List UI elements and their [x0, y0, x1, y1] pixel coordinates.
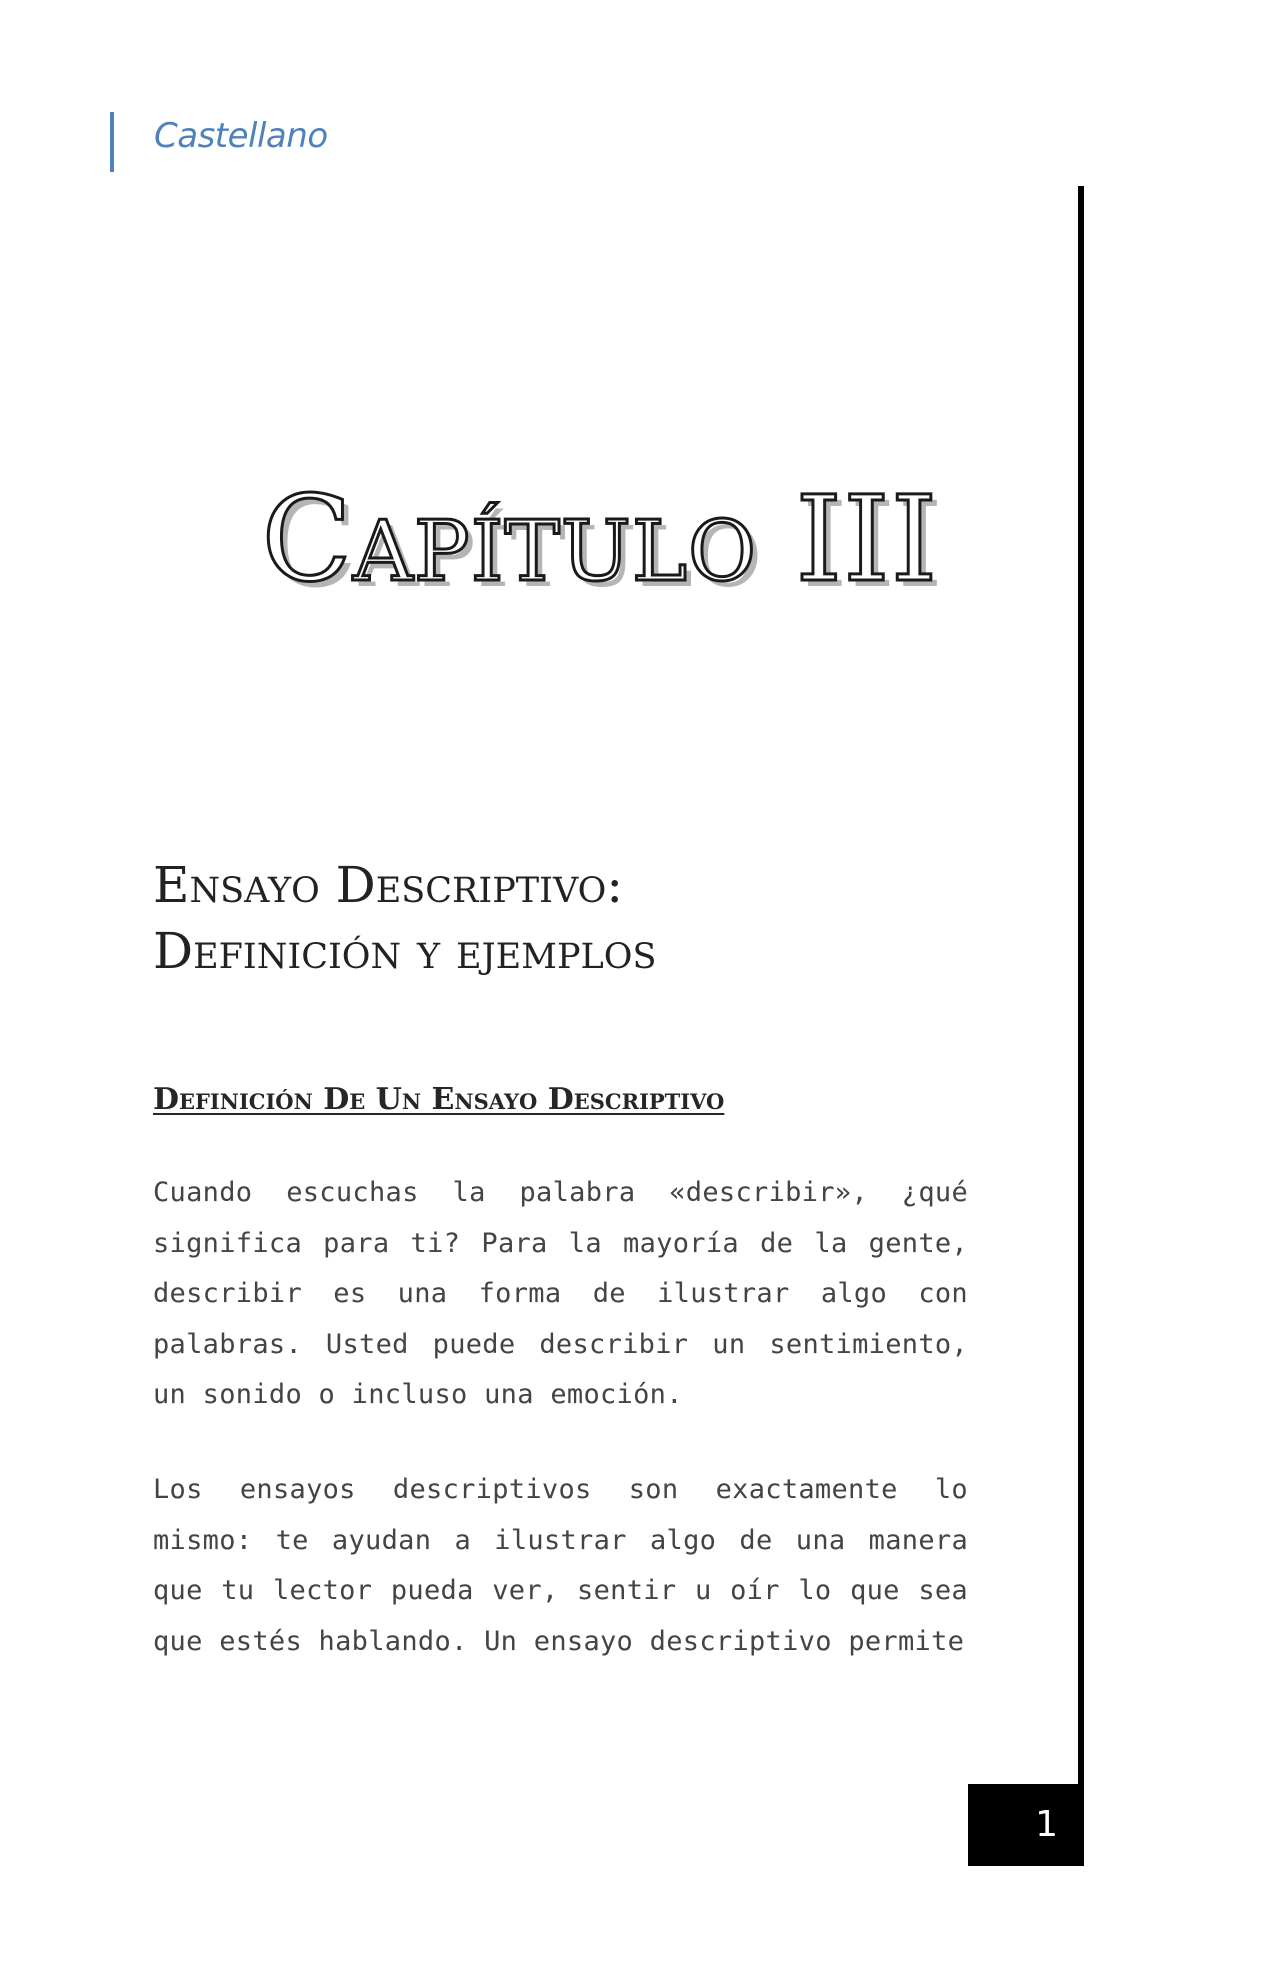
- section-title: [153, 852, 1033, 984]
- subsection-heading: Definición De Un Ensayo Descriptivo: [153, 1082, 725, 1117]
- section-title-line-2: Definición y ejemplos: [153, 922, 657, 980]
- page-margin-rule: [1078, 186, 1084, 1866]
- page-number-box: [968, 1784, 1084, 1866]
- header-accent-bar: [110, 112, 114, 172]
- section-title-line-1: Ensayo Descriptivo:: [153, 856, 624, 914]
- body-paragraph-1: Cuando escuchas la palabra «describir», ¿qué significa para ti? Para la mayoría de la gente, describir es una forma de ilustrar algo con palabras. Usted puede describir un sentimiento, un sonido o incluso una emoción.: [153, 1177, 968, 1410]
- document-header-title: Castellano: [154, 116, 328, 156]
- body-paragraph-2: Los ensayos descriptivos son exactamente lo mismo: te ayudan a ilustrar algo de una manera que tu lector pueda ver, sentir u oír lo que sea que estés hablando. Un ensayo descriptivo permite: [153, 1474, 968, 1657]
- chapter-title: Capítulo III: [261, 470, 939, 608]
- page-number: 1: [1035, 1804, 1058, 1845]
